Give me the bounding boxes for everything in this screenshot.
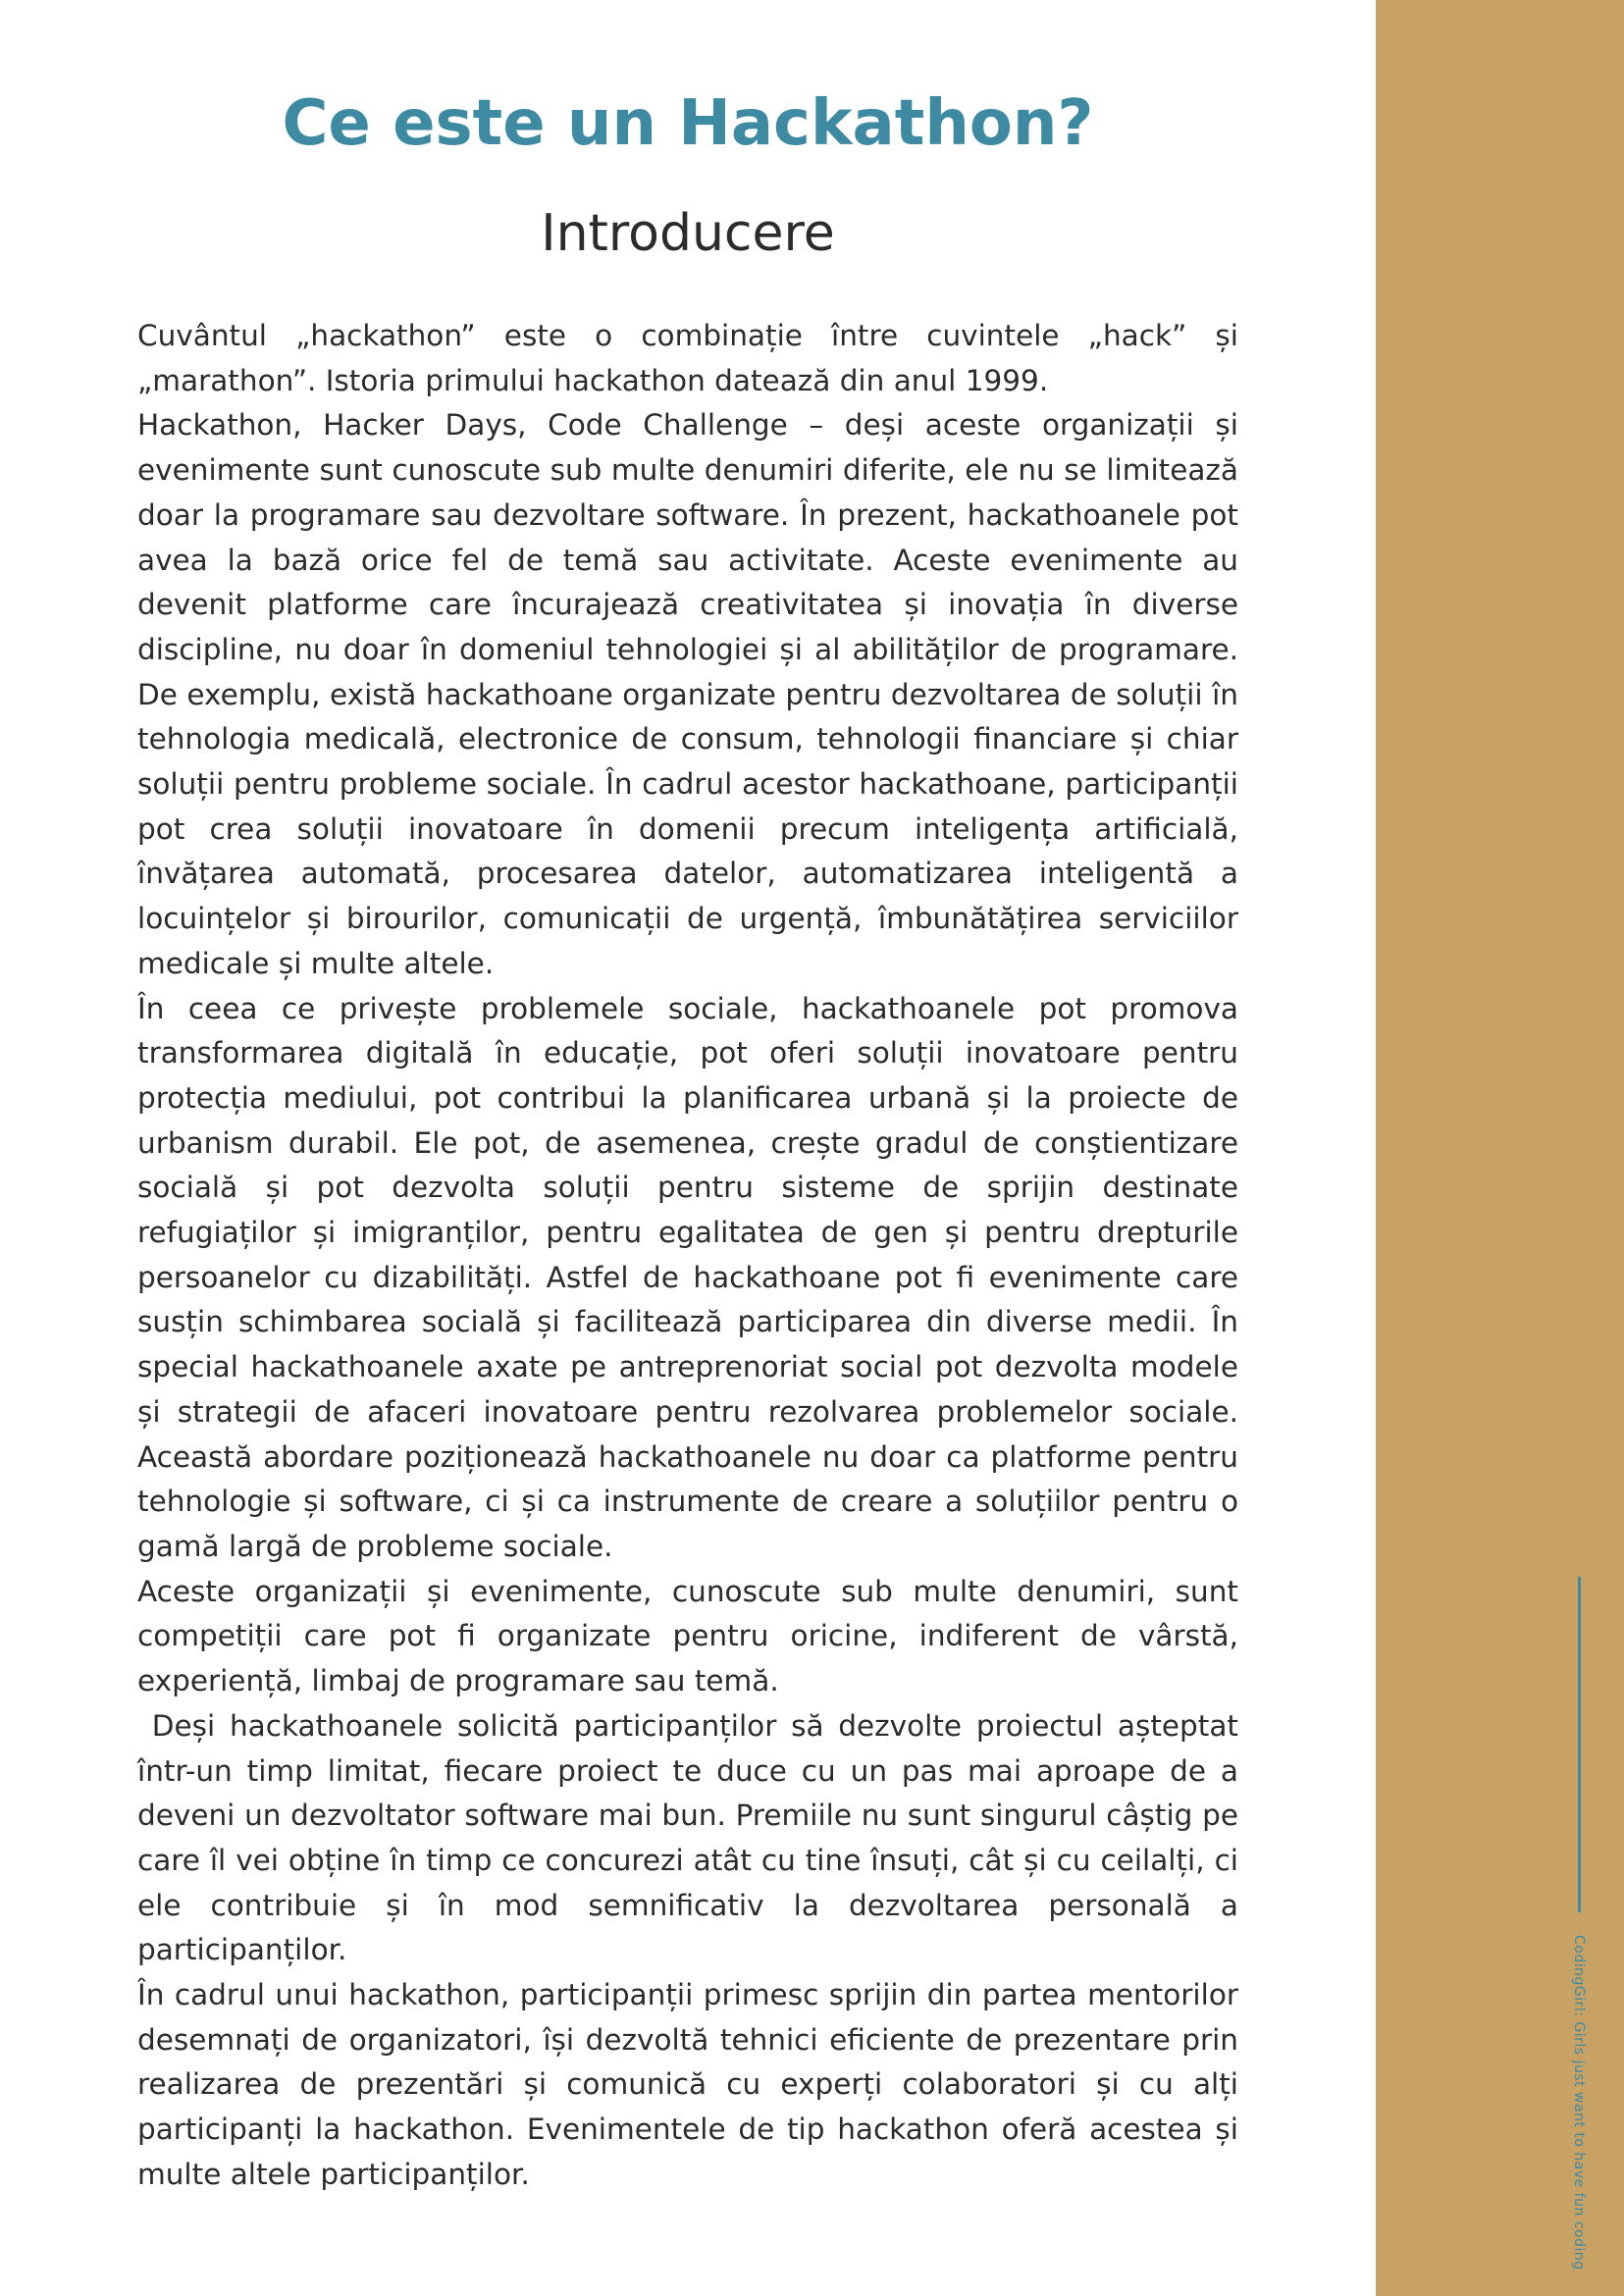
paragraph: Deși hackathoanele solicită participanților să dezvolte proiectul așteptat într-un timp limitat, fiecare proiect te duce cu un pas mai aproape de a deveni un dezvoltator software mai bun. Premiile nu sunt singurul câștig pe care îl vei obține în timp ce concurezi atât cu tine însuți, cât și cu ceilalți, ci ele contribuie și în mod semnificativ la dezvoltarea personală a participanților. <box>137 1708 1248 1967</box>
section-heading: Introducere <box>541 204 835 263</box>
sidebar-tagline: CodingGirl: Girls just want to have fun coding <box>1571 1935 1587 2270</box>
body-text <box>137 314 1248 2198</box>
paragraph: Hackathon, Hacker Days, Code Challenge – deși aceste organizații și evenimente sunt cunoscute sub multe denumiri diferite, ele nu se limitează doar la programare sau dezvoltare software. În prezent, hackathoanele pot avea la bază orice fel de temă sau activitate. Aceste evenimente au devenit platforme care încurajează creativitatea și inovația în diverse discipline, nu doar în domeniul tehnologiei și al abilităților de programare. De exemplu, există hackathoane organizate pentru dezvoltarea de soluții în tehnologia medicală, electronice de consum, tehnologii financiare și chiar soluții pentru probleme sociale. În cadrul acestor hackathoane, participanții pot crea soluții inovatoare în domenii precum inteligența artificială, învățarea automată, procesarea datelor, automatizarea inteligentă a locuințelor și birourilor, comunicații de urgență, îmbunătățirea serviciilor medicale și multe altele. <box>137 408 1238 980</box>
paragraph: Cuvântul „hackathon” este o combinație între cuvintele „hack” și „marathon”. Istoria primului hackathon datează din anul 1999. <box>137 319 1238 397</box>
paragraph: Aceste organizații și evenimente, cunoscute sub multe denumiri, sunt competiții care pot fi organizate pentru oricine, indiferent de vârstă, experiență, limbaj de programare sau temă. <box>137 1574 1238 1698</box>
paragraph: În cadrul unui hackathon, participanții primesc sprijin din partea mentorilor desemnați de organizatori, își dezvoltă tehnici eficiente de prezentare prin realizarea de prezentări și comunică cu experți colaboratori și cu alți participanți la hackathon. Evenimentele de tip hackathon oferă acestea și multe altele participanților. <box>137 1978 1238 2191</box>
sidebar-tagline-container <box>1570 1935 1588 2288</box>
paragraph: În ceea ce privește problemele sociale, hackathoanele pot promova transformarea digitală în educație, pot oferi soluții inovatoare pentru protecția mediului, pot contribui la planificarea urbană și la proiecte de urbanism durabil. Ele pot, de asemenea, crește gradul de conștientizare socială și pot dezvolta soluții pentru sisteme de sprijin destinate refugiaților și imigranților, pentru egalitatea de gen și pentru drepturile persoanelor cu dizabilități. Astfel de hackathoane pot fi evenimente care susțin schimbarea socială și facilitează participarea din diverse medii. În special hackathoanele axate pe antreprenoriat social pot dezvolta modele și strategii de afaceri inovatoare pentru rezolvarea problemelor sociale. Această abordare poziționează hackathoanele nu doar ca platforme pentru tehnologie și software, ci și ca instrumente de creare a soluțiilor pentru o gamă largă de probleme sociale. <box>137 991 1238 1563</box>
page-title: Ce este un Hackathon? <box>282 87 1094 160</box>
sidebar-divider-line <box>1578 1577 1581 1912</box>
